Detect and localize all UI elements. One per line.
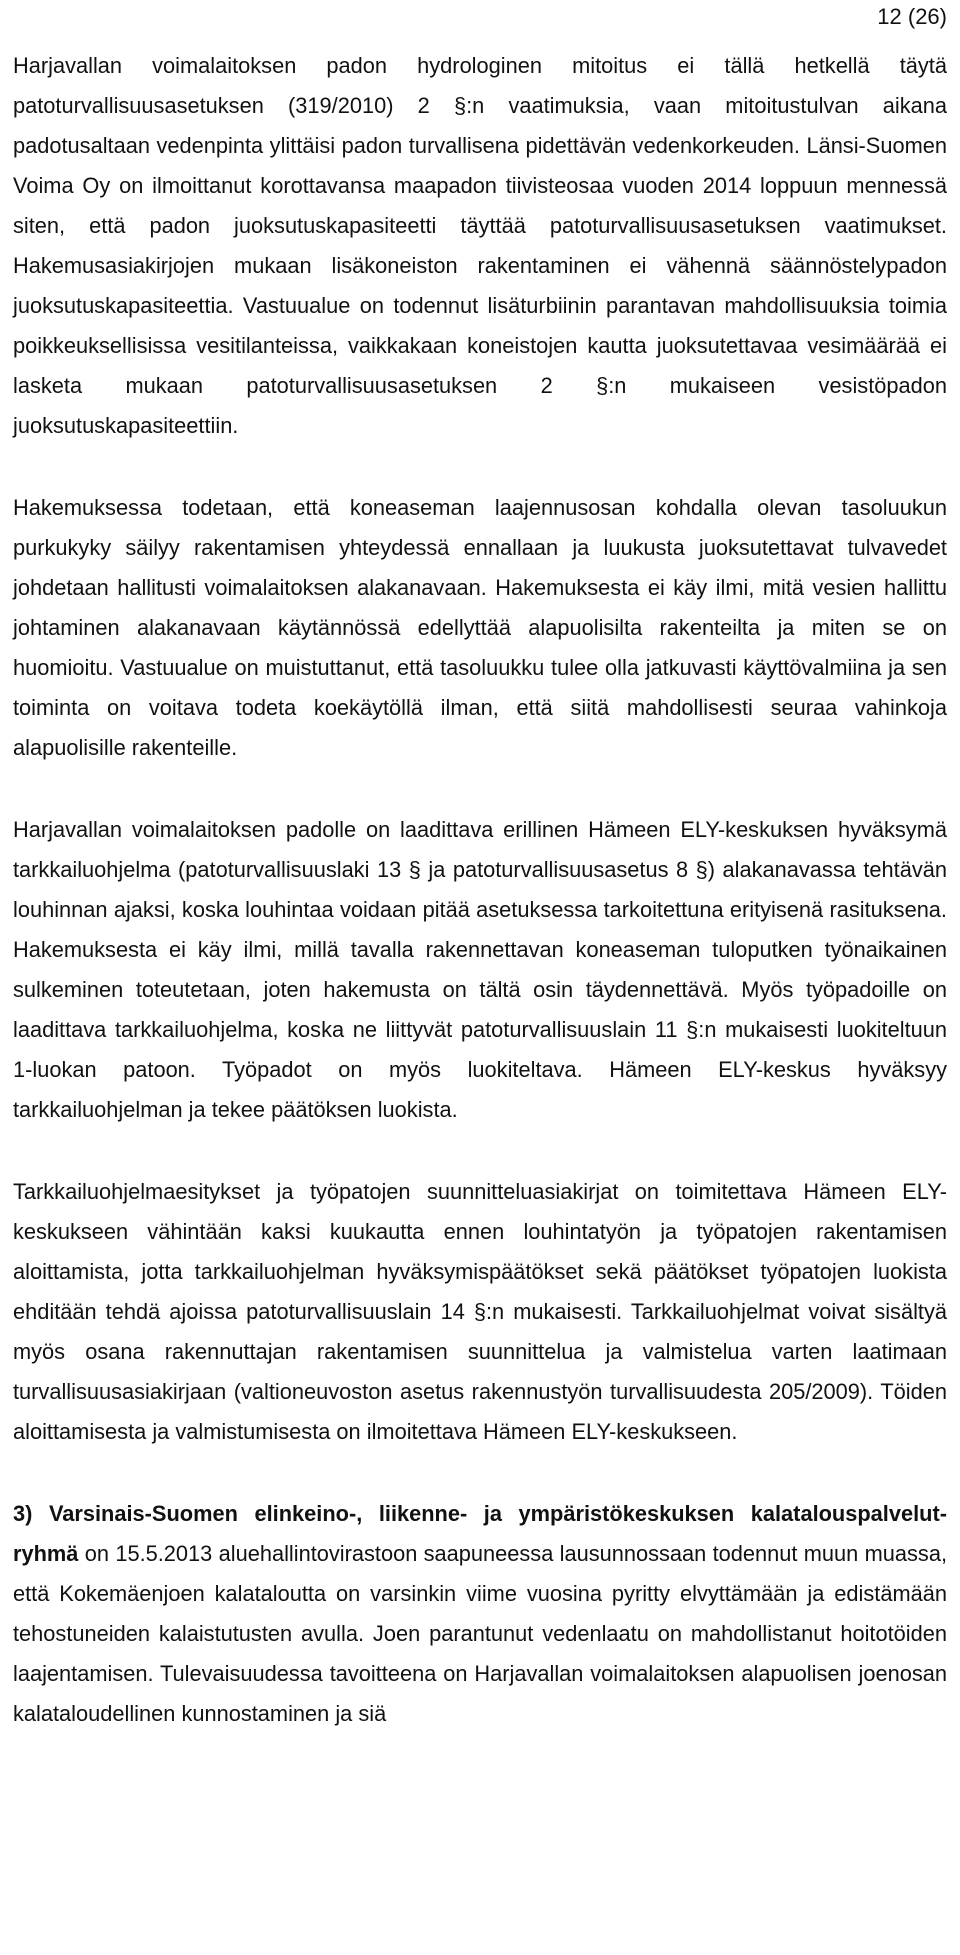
paragraph-dam-dimensioning: Harjavallan voimalaitoksen padon hydrologinen mitoitus ei tällä hetkellä täytä patoturvallisuusasetuksen (319/2010) 2 §:n vaatimuksia, vaan mitoitustulvan aikana padotusaltaan vedenpinta ylittäisi padon turvallisena pidettävän vedenkorkeuden. Länsi-Suomen Voima Oy on ilmoittanut korottavansa maapadon tiivisteosaa vuoden 2014 loppuun mennessä siten, että padon juoksutuskapasiteetti täyttää patoturvallisuusasetuksen vaatimukset. Hakemusasiakirjojen mukaan lisäkoneiston rakentaminen ei vähennä säännöstelypadon juoksutuskapasiteettia. Vastuualue on todennut lisäturbiinin parantavan mahdollisuuksia toimia poikkeuksellisissa vesitilanteissa, vaikkakaan koneistojen kautta juoksutettavaa vesimäärää ei lasketa mukaan patoturvallisuusasetuksen 2 §:n mukaiseen vesistöpadon juoksutuskapasiteettiin. (13, 53, 947, 438)
paragraph-section-3 (13, 1494, 947, 1734)
paragraph-monitoring-program: Harjavallan voimalaitoksen padolle on laadittava erillinen Hämeen ELY-keskuksen hyväksymä tarkkailuohjelma (patoturvallisuuslaki 13 § ja patoturvallisuusasetus 8 §) alakanavassa tehtävän louhinnan ajaksi, koska louhintaa voidaan pitää asetuksessa tarkoitettuna erityisenä rasituksena. Hakemuksesta ei käy ilmi, millä tavalla rakennettavan koneaseman tuloputken työnaikainen sulkeminen toteutetaan, joten hakemusta on tältä osin täydennettävä. Myös työpadoille on laadittava tarkkailuohjelma, koska ne liittyvät patoturvallisuuslain 11 §:n mukaisesti luokiteltuun 1-luokan patoon. Työpadot on myös luokiteltava. Hämeen ELY-keskus hyväksyy tarkkailuohjelman ja tekee päätöksen luokista. (13, 817, 947, 1122)
page-number: 12 (26) (877, 4, 947, 29)
paragraph-gate-discharge: Hakemuksessa todetaan, että koneaseman laajennusosan kohdalla olevan tasoluukun purkukyky säilyy rakentamisen yhteydessä ennallaan ja luukusta juoksutettavat tulvavedet johdetaan hallitusti voimalaitoksen alakanavaan. Hakemuksesta ei käy ilmi, mitä vesien hallittu johtaminen alakanavaan käytännössä edellyttää alapuolisilta rakenteilta ja miten se on huomioitu. Vastuualue on muistuttanut, että tasoluukku tulee olla jatkuvasti käyttövalmiina ja sen toiminta on voitava todeta koekäytöllä ilman, että siitä mahdollisesti seuraa vahinkoja alapuolisille rakenteille. (13, 495, 947, 760)
paragraph-submission-deadlines: Tarkkailuohjelmaesitykset ja työpatojen suunnitteluasiakirjat on toimitettava Hämeen ELY-keskukseen vähintään kaksi kuukautta ennen louhintatyön ja työpatojen rakentamisen aloittamista, jotta tarkkailuohjelman hyväksymispäätökset sekä päätökset työpatojen luokista ehditään tehdä ajoissa patoturvallisuuslain 14 §:n mukaisesti. Tarkkailuohjelmat voivat sisältyä myös osana rakennuttajan rakentamisen suunnittelua ja valmistelua varten laatimaan turvallisuusasiakirjaan (valtioneuvoston asetus rakennustyön turvallisuudesta 205/2009). Töiden aloittamisesta ja valmistumisesta on ilmoitettava Hämeen ELY-keskukseen. (13, 1179, 947, 1444)
section-text: on 15.5.2013 aluehallintovirastoon saapuneessa lausunnossaan todennut muun muassa, että Kokemäenjoen kalataloutta on varsinkin viime vuosina pyritty elvyttämään ja edistämään tehostuneiden kalaistutusten avulla. Joen parantunut vedenlaatu on mahdollistanut hoitotöiden laajentamisen. Tulevaisuudessa tavoitteena on Harjavallan voimalaitoksen alapuolisen joenosan kalataloudellinen kunnostaminen ja siä (13, 1541, 947, 1726)
section-heading: 3) Varsinais-Suomen elinkeino-, liikenne- ja ympäristökeskuksen kalatalouspalvelut-ryhmä (13, 1501, 947, 1566)
